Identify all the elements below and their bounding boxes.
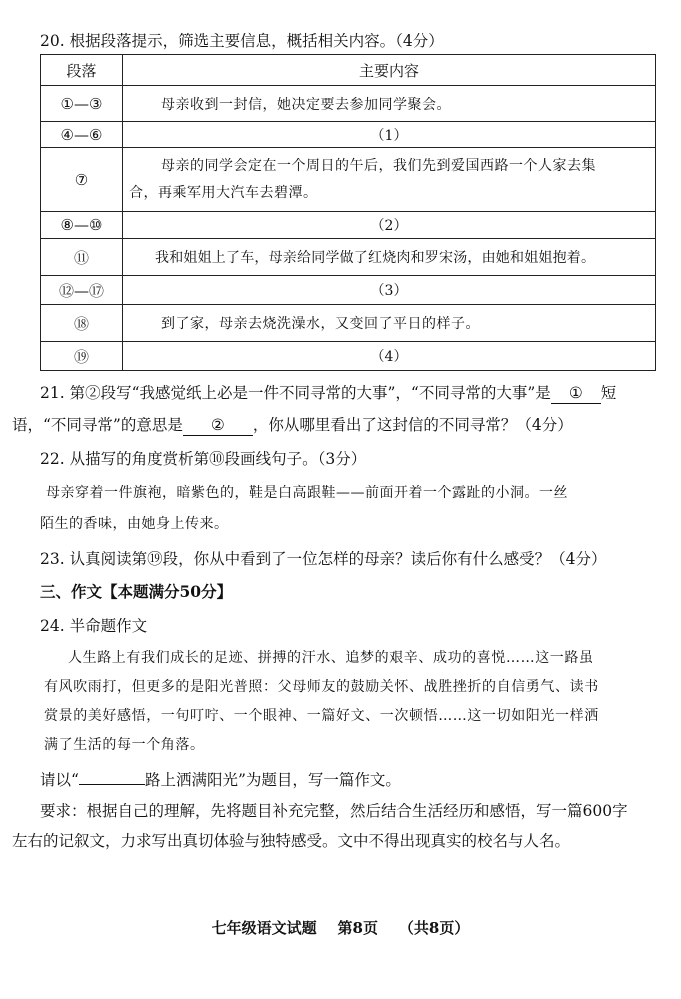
row-para: ①—③ xyxy=(41,86,123,122)
q22-title: 22. 从描写的角度赏析第⑩段画线句子。（3分） xyxy=(40,450,367,468)
row-para: ⑲ xyxy=(41,342,123,371)
answer-slot-1: （1） xyxy=(123,122,656,148)
q24-intro-line: 满了生活的每一个角落。 xyxy=(44,737,205,753)
header-content: 主要内容 xyxy=(123,55,656,86)
q24-intro-line: 人生路上有我们成长的足迹、拼搏的汗水、追梦的艰辛、成功的喜悦……这一路虽 xyxy=(68,650,594,666)
section-title: 三、作文【本题满分50分】 xyxy=(40,582,233,601)
blank-1: ① xyxy=(551,383,601,404)
q24-prompt-text: 请以“ xyxy=(40,771,79,789)
row-para: ④—⑥ xyxy=(41,122,123,148)
q21-text: 短 xyxy=(600,384,617,402)
row-content-line: 合，再乘军用大汽车去碧潭。 xyxy=(129,184,318,201)
row-content-line: 母亲的同学会定在一个周日的午后，我们先到爱国西路一个人家去集 xyxy=(161,157,596,174)
q22-quote-line: 陌生的香味，由她身上传来。 xyxy=(40,516,229,532)
q24-requirement-line: 要求：根据自己的理解，先将题目补充完整，然后结合生活经历和感悟，写一篇600字 xyxy=(40,802,628,820)
q24-intro-line: 有风吹雨打，但更多的是阳光普照：父母师友的鼓励关怀、战胜挫折的自信勇气、读书 xyxy=(44,679,599,695)
q24-title: 24. 半命题作文 xyxy=(40,617,148,635)
row-content xyxy=(123,148,656,212)
row-content: 我和姐姐上了车，母亲给同学做了红烧肉和罗宋汤，由她和姐姐抱着。 xyxy=(123,239,656,276)
row-para: ⑧—⑩ xyxy=(41,212,123,239)
table-row xyxy=(41,212,656,239)
row-content: 到了家，母亲去烧洗澡水，又变回了平日的样子。 xyxy=(123,305,656,342)
row-para: ⑫—⑰ xyxy=(41,276,123,305)
q24-prompt-text: 路上洒满阳光”为题目，写一篇作文。 xyxy=(144,771,401,789)
q21-text: 语，“不同寻常”的意思是 xyxy=(12,416,183,434)
header-paragraph: 段落 xyxy=(41,55,123,86)
title-blank xyxy=(79,784,145,785)
q23-title: 23. 认真阅读第⑲段，你从中看到了一位怎样的母亲？读后你有什么感受？（4分） xyxy=(40,550,607,568)
table-row xyxy=(41,276,656,305)
row-para: ⑱ xyxy=(41,305,123,342)
row-para: ⑦ xyxy=(41,148,123,212)
row-para: ⑪ xyxy=(41,239,123,276)
q21-line1 xyxy=(40,383,616,404)
answer-slot-3: （3） xyxy=(123,276,656,305)
q24-intro xyxy=(44,644,599,760)
q21-text: 21. 第②段写“我感觉纸上必是一件不同寻常的大事”，“不同寻常的大事”是 xyxy=(40,384,551,402)
blank-2: ② xyxy=(183,415,253,436)
q21-line2 xyxy=(12,415,573,436)
q24-prompt xyxy=(40,770,401,790)
table-row xyxy=(41,86,656,122)
answer-slot-2: （2） xyxy=(123,212,656,239)
q20-title: 20. 根据段落提示，筛选主要信息，概括相关内容。（4分） xyxy=(40,32,444,50)
row-content: 母亲收到一封信，她决定要去参加同学聚会。 xyxy=(123,86,656,122)
table-row xyxy=(41,148,656,212)
table-row xyxy=(41,305,656,342)
q21-text: ，你从哪里看出了这封信的不同寻常？（4分） xyxy=(252,416,573,434)
table-row xyxy=(41,342,656,371)
q24-intro-line: 赏景的美好感悟，一句叮咛、一个眼神、一篇好文、一次顿悟……这一切如阳光一样洒 xyxy=(44,708,599,724)
answer-slot-4: （4） xyxy=(123,342,656,371)
table-row xyxy=(41,122,656,148)
table-header-row xyxy=(41,55,656,86)
page-footer: 七年级语文试题 第8页 （共8页） xyxy=(211,919,470,937)
q22-quote-line: 母亲穿着一件旗袍，暗紫色的，鞋是白高跟鞋——前面开着一个露趾的小洞。一丝 xyxy=(46,485,568,501)
summary-table xyxy=(40,54,656,371)
q24-requirement-line: 左右的记叙文，力求写出真切体验与独特感受。文中不得出现真实的校名与人名。 xyxy=(12,832,571,850)
table-row xyxy=(41,239,656,276)
